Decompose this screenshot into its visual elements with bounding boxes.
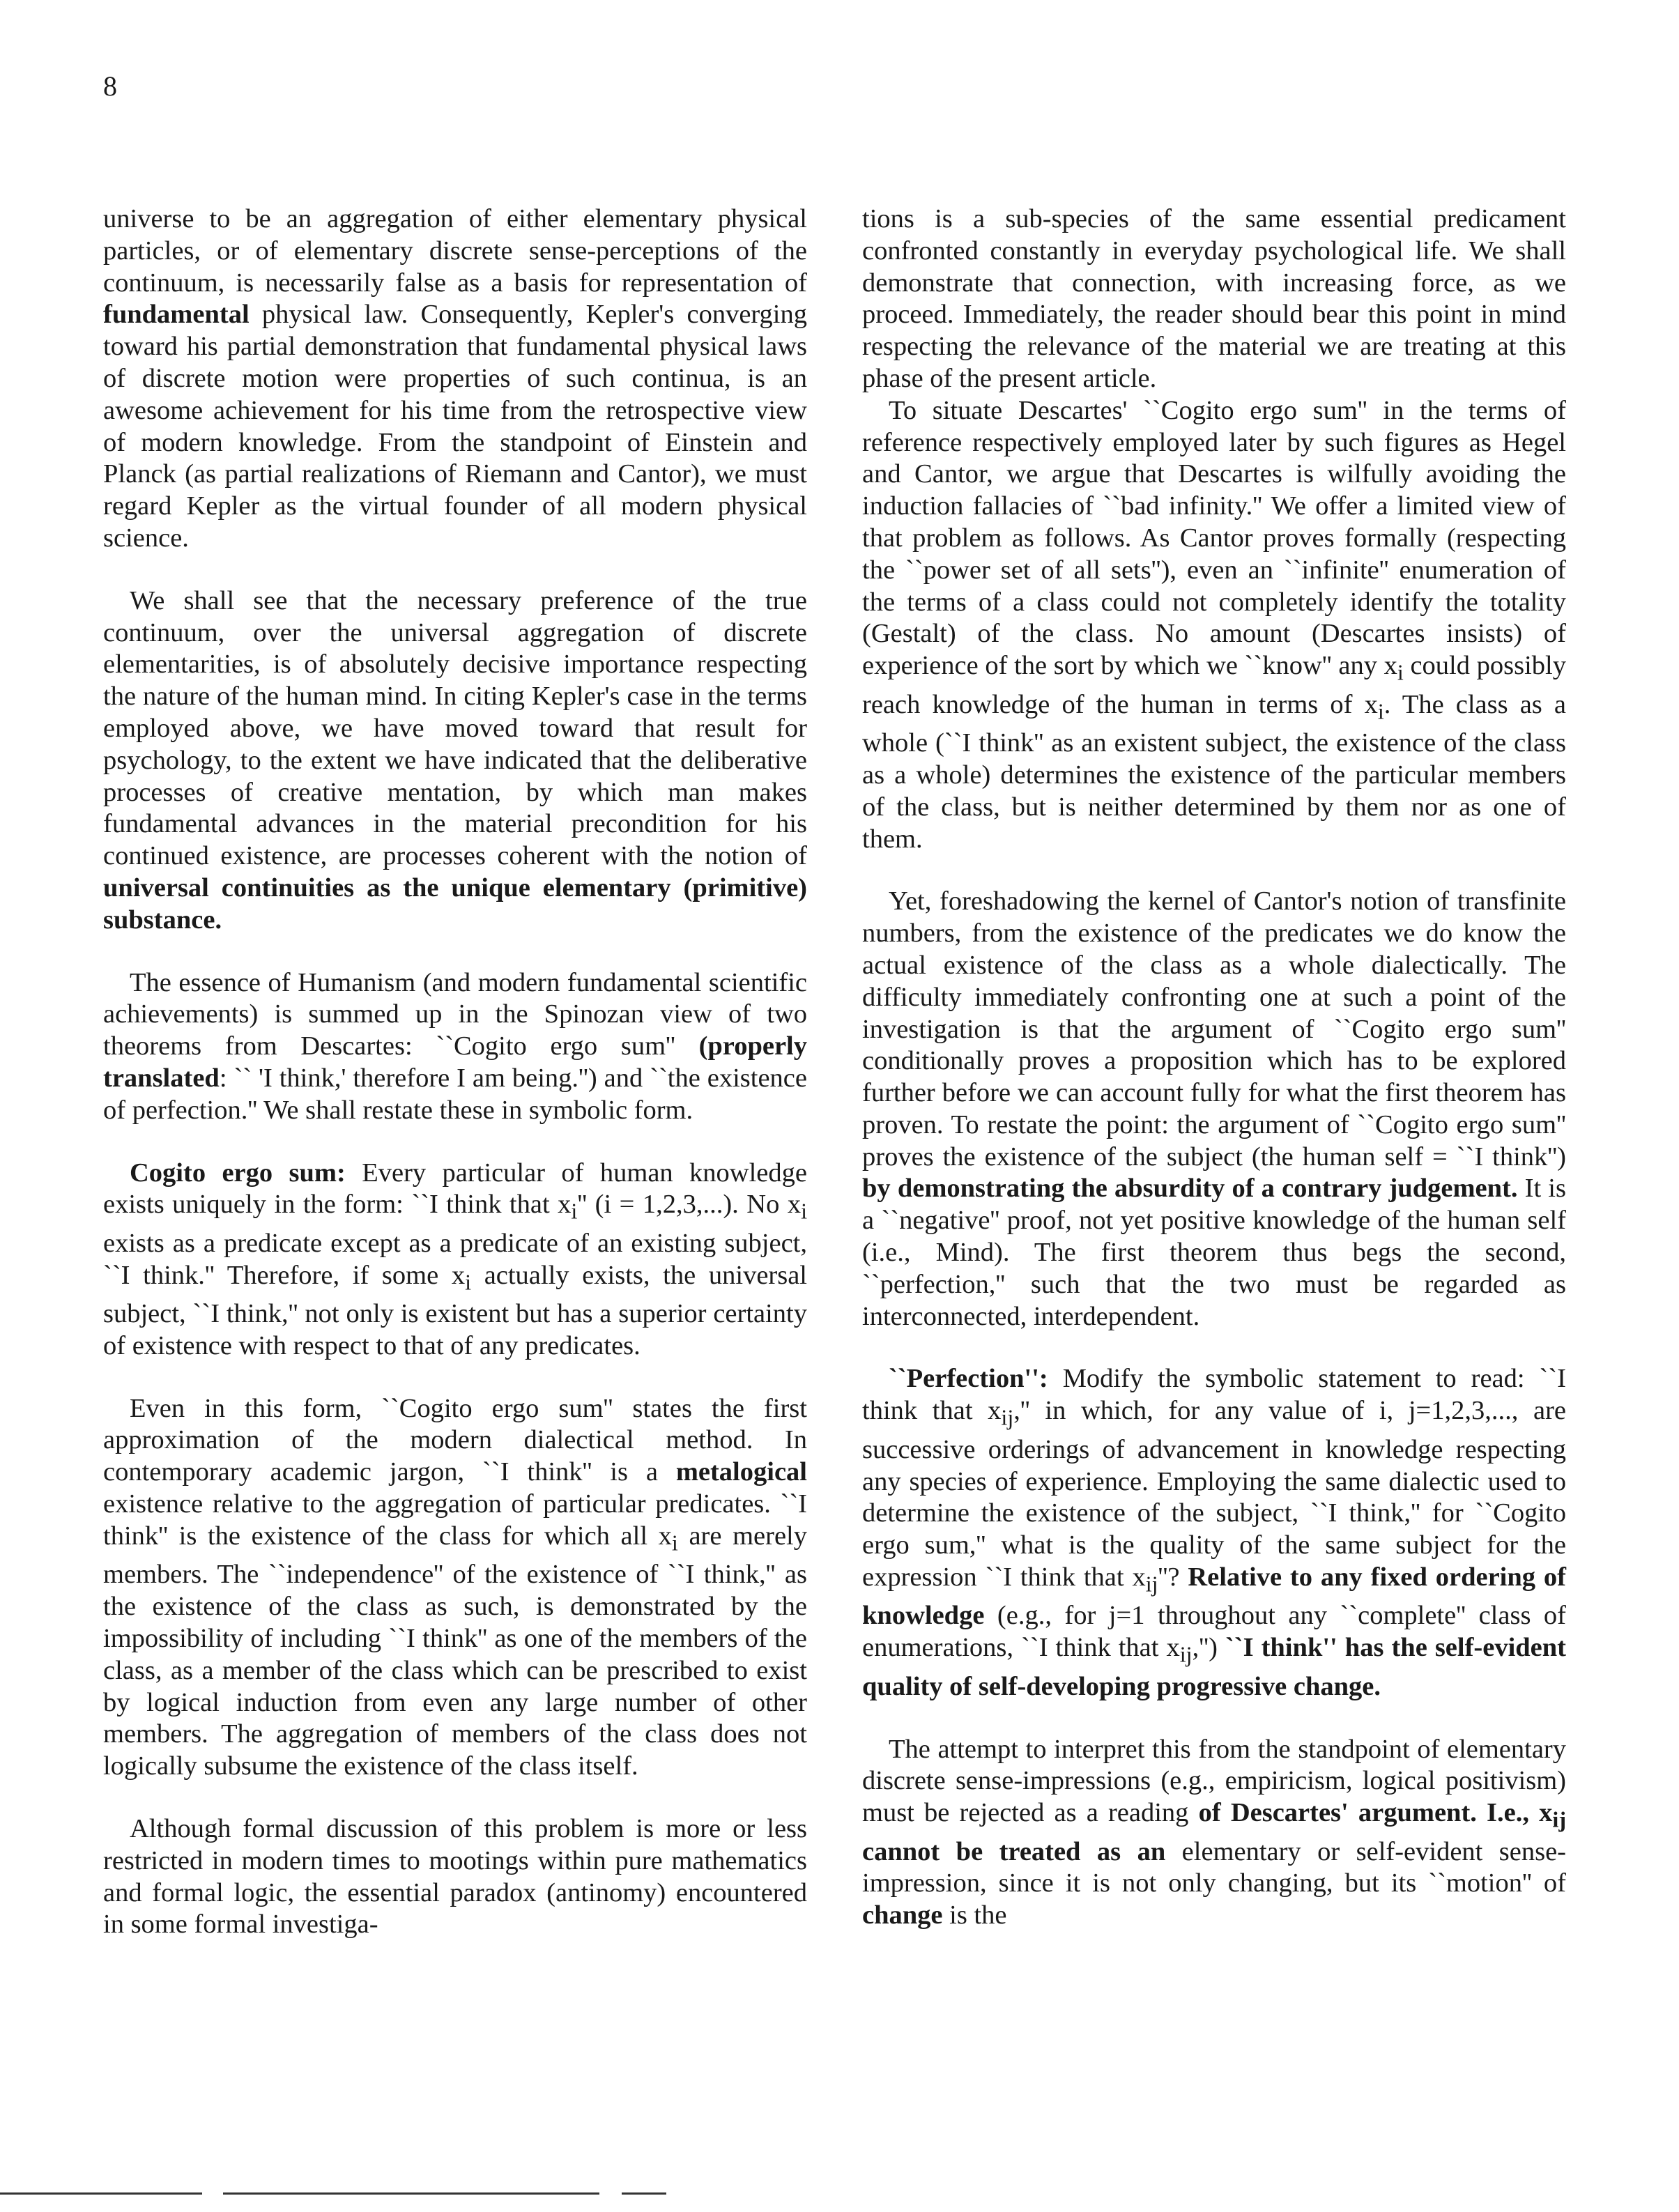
left-column	[103, 203, 807, 1941]
right-column	[862, 203, 1566, 1932]
page-number: 8	[103, 70, 117, 102]
footer-rule	[223, 2192, 599, 2195]
paragraph: universe to be an aggregation of either elementary physical particles, or of elementary discrete sense-perceptions of the continuum, is necessarily false as a basis for representation of fundamental physical law. Consequently, Kepler's converging toward his partial demonstration that fundamental physical laws of discrete motion were properties of such continua, is an awesome achievement for his time from the retrospective view of modern knowledge. From the standpoint of Einstein and Planck (as partial realizations of Riemann and Cantor), we must regard Kepler as the virtual founder of all modern physical science.	[103, 204, 807, 553]
footer-rule	[622, 2192, 666, 2195]
paragraph: tions is a sub-species of the same essential predicament confronted constantly in everyday psychological life. We shall demonstrate that connection, with increasing force, as we proceed. Immediately, the reader should bear this point in mind respecting the relevance of the material we are treating at this phase of the present article.	[862, 204, 1566, 393]
paragraph: Even in this form, ``Cogito ergo sum'' states the first approximation of the modern dialectical method. In contemporary academic jargon, ``I think'' is a metalogical existence relative to the aggregation of particular predicates. ``I think'' is the existence of the class for which all $x_i$ are merely members. The ``independence'' of the existence of ``I think,'' as the existence of the class as such, is demonstrated by the impossibility of including ``I think'' as one of the members of the class, as a member of the class which can be prescribed to exist by logical induction from even any large number of other members. The aggregation of members of the class does not logically subsume the existence of the class itself.	[103, 1393, 807, 1781]
paragraph: The essence of Humanism (and modern fundamental scientific achievements) is summed up in the Spinozan view of two theorems from Descartes: ``Cogito ergo sum'' (properly translated: `` 'I think,' therefore I am being.'') and ``the existence of perfection.'' We shall restate these in symbolic form.	[103, 967, 807, 1125]
paragraph: The attempt to interpret this from the standpoint of elementary discrete sense-impressions (e.g., empiricism, logical positivism) must be rejected as a reading of Descartes' argument. I.e., $x_{ij}$ cannot be treated as an elementary or self-evident sense-impression, since it is not only changing, but its ``motion'' of change is the	[862, 1734, 1567, 1930]
paragraph: Yet, foreshadowing the kernel of Cantor's notion of transfinite numbers, from the existence of the predicates we do know the actual existence of the class as a whole dialectically. The difficulty immediately confronting one at such a point of the investigation is that the argument of ``Cogito ergo sum'' conditionally proves a proposition which has to be explored further before we can account fully for what the first theorem has proven. To restate the point: the argument of ``Cogito ergo sum'' proves the existence of the subject (the human self = ``I think'') by demonstrating the absurdity of a contrary judgement. It is a ``negative'' proof, not yet positive knowledge of the human self (i.e., Mind). The first theorem thus begs the second, ``perfection,'' such that the two must be regarded as interconnected, interdependent.	[862, 886, 1566, 1331]
footer-rule	[0, 2192, 202, 2195]
paragraph: ``Perfection'': Modify the symbolic statement to read: ``I think that $x_{ij},''$ in which, for any value of i, j=1,2,3,..., are successive orderings of advancement in knowledge respecting any species of experience. Employing the same dialectic used to determine the existence of the subject, ``I think,'' for ``Cogito ergo sum,'' what is the quality of the same subject for the expression ``I think that $x_{ij}''$? Relative to any fixed ordering of knowledge (e.g., for j=1 throughout any ``complete'' class of enumerations, ``I think that $x_{ij},''$) ``I think'' has the self-evident quality of self-developing progressive change.	[862, 1364, 1567, 1701]
paragraph: Cogito ergo sum: Every particular of human knowledge exists uniquely in the form: ``I think that $x_i''$ (i = 1,2,3,...). No $x_i$ exists as a predicate except as a predicate of an existing subject, ``I think.'' Therefore, if some $x_i$ actually exists, the universal subject, ``I think,'' not only is existent but has a superior certainty of existence with respect to that of any predicates.	[103, 1158, 807, 1360]
paragraph: Although formal discussion of this problem is more or less restricted in modern times to mootings within pure mathematics and formal logic, the essential paradox (antinomy) encountered in some formal investiga-	[103, 1813, 807, 1940]
paragraph: To situate Descartes' ``Cogito ergo sum'' in the terms of reference respectively employed later by such figures as Hegel and Cantor, we argue that Descartes is wilfully avoiding the induction fallacies of ``bad infinity.'' We offer a limited view of that problem as follows. As Cantor proves formally (respecting the ``power set of all sets''), even an ``infinite'' enumeration of the terms of a class could not completely identify the totality (Gestalt) of the class. No amount (Descartes insists) of experience of the sort by which we ``know'' any $x_i$ could possibly reach knowledge of the human in terms of $x_i$. The class as a whole (``I think'' as an existent subject, the existence of the class as a whole) determines the existence of the particular members of the class, but is neither determined by them nor as one of them.	[862, 395, 1566, 854]
paragraph: We shall see that the necessary preference of the true continuum, over the universal aggregation of discrete elementarities, is of absolutely decisive importance respecting the nature of the human mind. In citing Kepler's case in the terms employed above, we have moved toward that result for psychology, to the extent we have indicated that the deliberative processes of creative mentation, by which man makes fundamental advances in the material precondition for his continued existence, are processes coherent with the notion of universal continuities as the unique elementary (primitive) substance.	[103, 585, 807, 935]
